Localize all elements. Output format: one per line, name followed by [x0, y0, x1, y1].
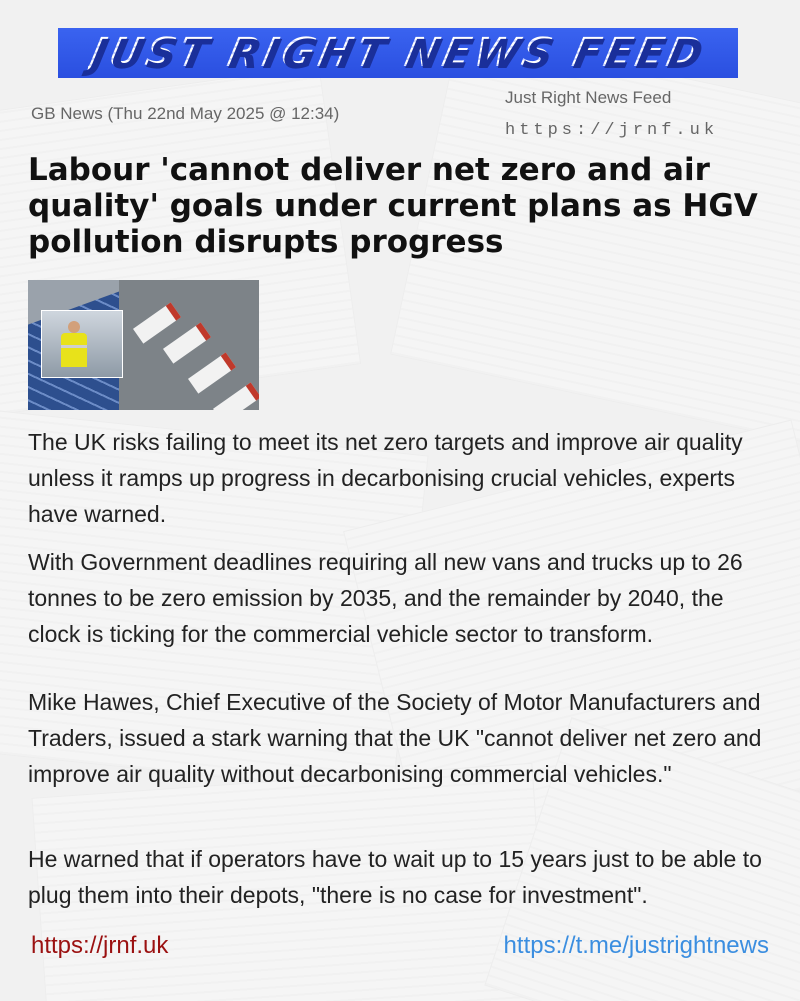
article-paragraph: He warned that if operators have to wait up to 15 years just to be able to plug them into their depots, "there is no case for investment".	[28, 846, 762, 908]
article-image	[28, 280, 259, 410]
article-paragraph: The UK risks failing to meet its net zero targets and improve air quality unless it ramps up progress in decarbonising crucial vehicles, experts have warned.	[28, 429, 743, 527]
article-headline: Labour 'cannot deliver net zero and air quality' goals under current plans as HGV pollution disrupts progress	[28, 152, 758, 260]
article-paragraph: Mike Hawes, Chief Executive of the Society of Motor Manufacturers and Traders, issued a stark warning that the UK "cannot deliver net zero and improve air quality without decarbonising commercial vehicles."	[28, 689, 762, 787]
article-paragraph: With Government deadlines requiring all new vans and trucks up to 26 tonnes to be zero emission by 2035, and the remainder by 2040, the clock is ticking for the commercial vehicle sector to transform.	[28, 549, 743, 647]
footer-telegram-link[interactable]: https://t.me/justrightnews	[503, 932, 769, 959]
banner-title: JUST RIGHT NEWS FEED	[86, 30, 710, 76]
worker-inset-photo	[41, 310, 123, 378]
site-url[interactable]: https://jrnf.uk	[505, 121, 719, 140]
site-name: Just Right News Feed	[505, 88, 672, 107]
footer-site-link[interactable]: https://jrnf.uk	[31, 932, 169, 959]
article-source: GB News (Thu 22nd May 2025 @ 12:34)	[31, 104, 340, 123]
site-banner	[58, 28, 738, 78]
